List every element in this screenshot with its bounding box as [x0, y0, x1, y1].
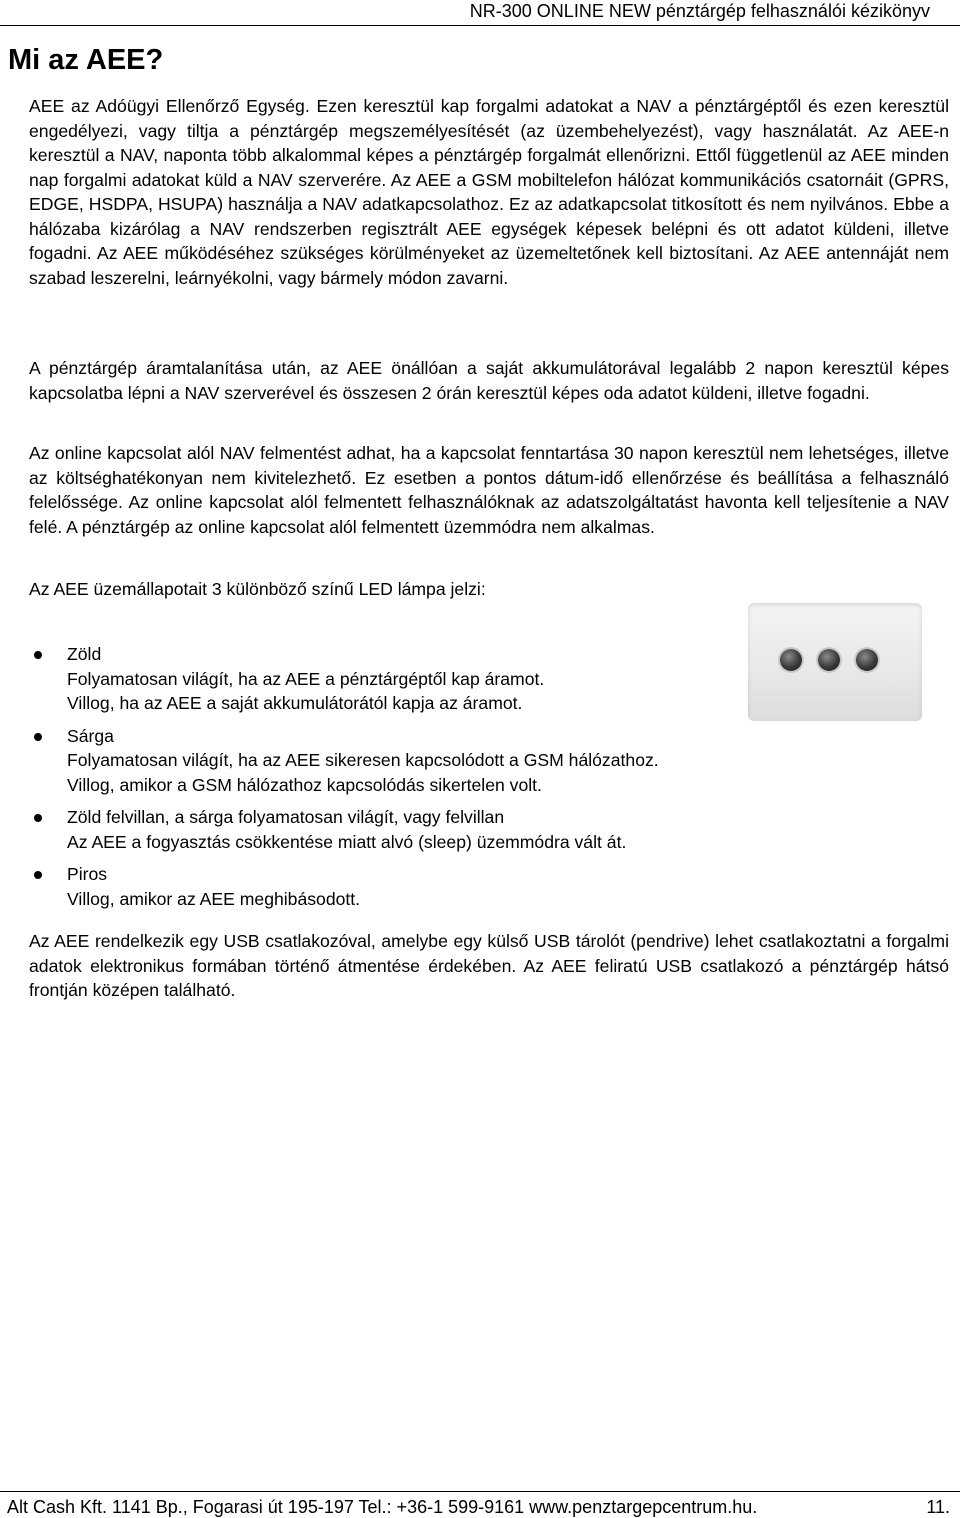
led-name: Sárga: [67, 725, 114, 746]
led-light-icon: [856, 649, 878, 671]
list-item: [29, 862, 829, 911]
list-item: [29, 805, 829, 854]
led-name: Zöld: [67, 644, 102, 664]
bullet-icon: [34, 651, 42, 659]
bullet-icon: [34, 814, 42, 822]
bullet-icon: [34, 733, 42, 741]
footer-contact: Alt Cash Kft. 1141 Bp., Fogarasi út 195-197 Tel.: +36-1 599-9161 www.penztargepcentrum.hu.: [7, 1497, 758, 1517]
led-name: Zöld felvillan, a sárga folyamatosan világít, vagy felvillan: [67, 807, 505, 827]
led-description: Villog, ha az AEE a saját akkumulátorától kapja az áramot.: [67, 693, 523, 713]
led-status-list: [29, 642, 829, 919]
section-title: Mi az AEE?: [8, 44, 164, 76]
paragraph-usb: Az AEE rendelkezik egy USB csatlakozóval, amelybe egy külső USB tárolót (pendrive) lehet csatlakoztatni a forgalmi adatok elektronikus formában történő átmentése érdekében. Az AEE feliratú USB csatlakozó a pénztárgép hátsó frontján középen található.: [29, 931, 949, 1000]
led-description: Folyamatosan világít, ha az AEE sikeresen kapcsolódott a GSM hálózathoz.: [67, 750, 659, 770]
led-description: Az AEE a fogyasztás csökkentése miatt alvó (sleep) üzemmódra vált át.: [67, 831, 627, 852]
paragraph-aee-intro: AEE az Adóügyi Ellenőrző Egység. Ezen keresztül kap forgalmi adatokat a NAV a pénztárgéptől és ezen keresztül engedélyezi, vagy tiltja a pénztárgép megszemélyesítését (az üzembehelyezést), vagy használatát. Az AEE-n keresztül a NAV, naponta több alkalommal képes a pénztárgép forgalmát ellenőrizni. Ettől függetlenül az AEE minden nap forgalmi adatokat küld a NAV szerverére. Az AEE a GSM mobiltelefon hálózat kommunikációs csatornáit (GPRS, EDGE, HSDPA, HSUPA) használja a NAV adatkapcsolathoz. Ez az adatkapcsolat titkosított és nem nyilvános. Ebbe a hálózaba kizárólag a NAV rendszerben regisztrált AEE egységek képesek belépni és ott adatot küldeni, illetve fogadni. Az AEE működéséhez szükséges körülményeket az üzemeltetőnek kell biztosítani. Az AEE antennáját nem szabad leszerelni, leárnyékolni, vagy bármely módon zavarni.: [29, 96, 949, 288]
bullet-icon: [34, 871, 42, 879]
paragraph-battery: A pénztárgép áramtalanítása után, az AEE önállóan a saját akkumulátorával legalább 2 napon keresztül képes kapcsolatba lépni a NAV szerverével és összesen 2 órán keresztül képes oda adatot küldeni, illetve fogadni.: [29, 358, 949, 403]
paragraph-led-intro: Az AEE üzemállapotait 3 különböző színű LED lámpa jelzi:: [29, 579, 486, 599]
page-number: 11.: [926, 1497, 950, 1517]
led-description: Villog, amikor a GSM hálózathoz kapcsolódás sikertelen volt.: [67, 774, 542, 795]
led-name: Piros: [67, 864, 108, 884]
list-item: [29, 642, 829, 716]
paragraph-exemption: Az online kapcsolat alól NAV felmentést adhat, ha a kapcsolat fenntartása 30 napon keresztül nem lehetséges, illetve az költséghatékonyan nem kivitelezhető. Ez esetben a pontos dátum-idő ellenőrzése és beállítása a felhasználó felelőssége. Az online kapcsolat alól felmentett felhasználóknak az adatszolgáltatást havonta kell teljesítenie a NAV felé. A pénztárgép az online kapcsolat alól felmentett üzemmódra nem alkalmas.: [29, 443, 949, 537]
page-header: [0, 0, 960, 26]
led-description: Folyamatosan világít, ha az AEE a pénztárgéptől kap áramot.: [67, 668, 545, 689]
page-footer: [0, 1491, 960, 1517]
header-title: NR-300 ONLINE NEW pénztárgép felhasználói kézikönyv: [469, 1, 930, 21]
list-item: [29, 724, 829, 798]
led-description: Villog, amikor az AEE meghibásodott.: [67, 888, 361, 909]
